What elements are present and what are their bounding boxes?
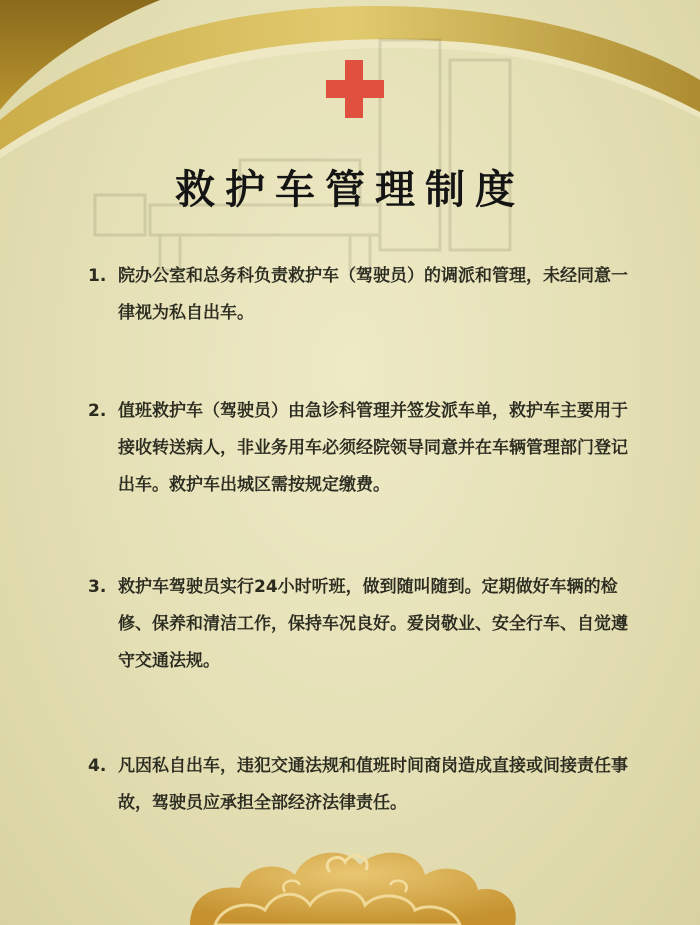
rule-text: 凡因私自出车，违犯交通法规和值班时间商岗造成直接或间接责任事故，驾驶员应承担全部经济法律责任。 — [118, 756, 628, 813]
red-cross-icon — [326, 60, 384, 118]
rule-number: 4. — [88, 756, 107, 776]
rule-number: 3. — [88, 577, 107, 597]
rule-item-4 — [88, 748, 628, 822]
rule-text: 院办公室和总务科负责救护车（驾驶员）的调派和管理，未经同意一律视为私自出车。 — [118, 266, 628, 323]
rule-number: 2. — [88, 401, 107, 421]
rule-item-2 — [88, 393, 628, 504]
page-title: 救护车管理制度 — [175, 166, 525, 213]
rule-number: 1. — [88, 266, 107, 286]
auspicious-cloud-ornament — [190, 853, 516, 925]
rule-item-3 — [88, 569, 628, 680]
rule-text: 救护车驾驶员实行24小时听班，做到随叫随到。定期做好车辆的检修、保养和清洁工作，保持车况良好。爱岗敬业、安全行车、自觉遵守交通法规。 — [118, 577, 628, 671]
rule-text: 值班救护车（驾驶员）由急诊科管理并签发派车单，救护车主要用于接收转送病人，非业务用车必须经院领导同意并在车辆管理部门登记出车。救护车出城区需按规定缴费。 — [118, 401, 628, 495]
rule-item-1 — [88, 258, 628, 332]
